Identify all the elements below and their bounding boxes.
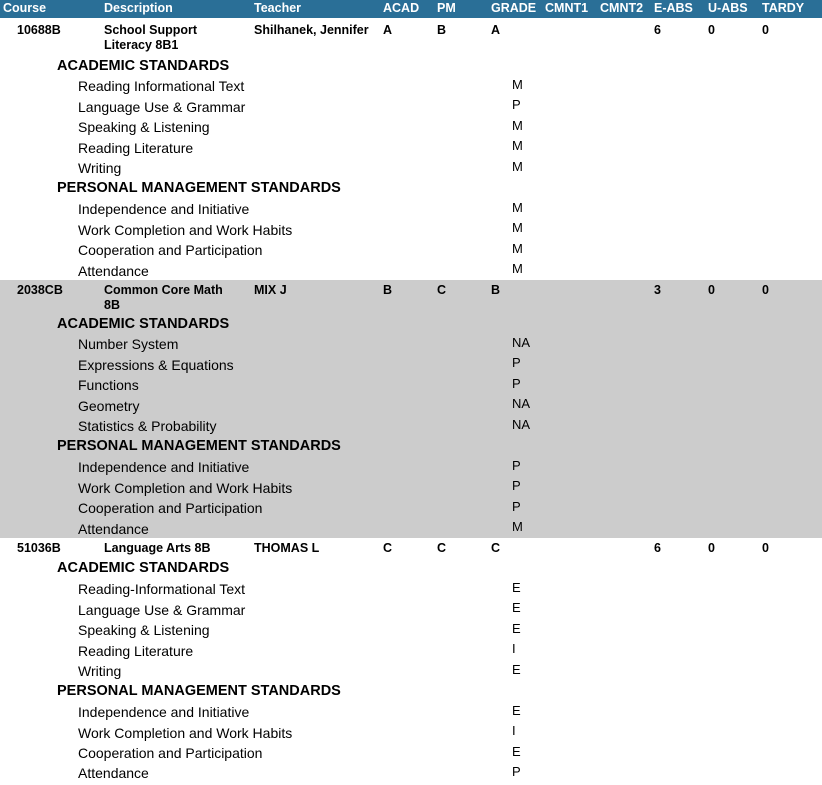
course-pm: C [437,283,447,297]
standard-mark: P [512,499,521,514]
course-acad: A [383,23,393,37]
standard-name: Expressions & Equations [78,357,234,373]
standard-name: Reading-Informational Text [78,581,246,597]
standard-name: Work Completion and Work Habits [78,222,293,238]
standard-mark: M [512,261,523,276]
course-tardy: 0 [762,283,769,297]
header-cmnt1: CMNT1 [545,1,589,15]
standard-mark: M [512,220,523,235]
header-acad: ACAD [383,1,420,15]
standard-mark: P [512,478,521,493]
academic-standards-heading: ACADEMIC STANDARDS [57,560,230,576]
standard-mark: E [512,744,521,759]
course-code: 10688B [17,23,61,37]
standard-name: Speaking & Listening [78,119,210,135]
course-description: Language Arts 8B [104,541,211,555]
personal-management-heading: PERSONAL MANAGEMENT STANDARDS [57,683,341,699]
course-code: 2038CB [17,283,63,297]
standard-name: Statistics & Probability [78,418,217,434]
standard-mark: I [512,723,516,738]
standard-name: Writing [78,160,122,176]
course-grade: A [491,23,501,37]
standard-mark: P [512,764,521,779]
standard-mark: NA [512,335,531,350]
standard-name: Writing [78,663,122,679]
standard-name: Language Use & Grammar [78,99,246,115]
course-grade: B [491,283,501,297]
standard-name: Independence and Initiative [78,704,250,720]
standard-mark: E [512,621,521,636]
header-course: Course [3,1,47,15]
standard-name: Cooperation and Participation [78,745,263,761]
standard-name: Geometry [78,398,140,414]
standard-name: Attendance [78,263,149,279]
standard-name: Functions [78,377,139,393]
header-description: Description [104,1,173,15]
course-pm: B [437,23,447,37]
standard-name: Reading Literature [78,140,194,156]
course-block [0,538,822,784]
course-teacher: Shilhanek, Jennifer [254,23,369,37]
course-eabs: 3 [654,283,661,297]
standard-name: Cooperation and Participation [78,242,263,258]
standard-mark: I [512,641,516,656]
standard-mark: M [512,519,523,534]
standard-name: Attendance [78,765,149,781]
standard-name: Independence and Initiative [78,201,250,217]
standard-mark: E [512,662,521,677]
course-teacher: THOMAS L [254,541,320,555]
table-header [0,0,822,18]
course-acad: C [383,541,393,555]
course-eabs: 6 [654,23,661,37]
course-tardy: 0 [762,541,769,555]
course-description: School Support Literacy 8B1 [104,23,198,52]
standard-name: Work Completion and Work Habits [78,480,293,496]
course-uabs: 0 [708,541,715,555]
course-code: 51036B [17,541,61,555]
course-uabs: 0 [708,283,715,297]
standard-mark: M [512,200,523,215]
standard-name: Independence and Initiative [78,459,250,475]
standard-name: Reading Informational Text [78,78,245,94]
header-teacher: Teacher [254,1,302,15]
course-tardy: 0 [762,23,769,37]
course-eabs: 6 [654,541,661,555]
course-acad: B [383,283,393,297]
header-uabs: U-ABS [708,1,748,15]
standard-mark: M [512,118,523,133]
course-teacher: MIX J [254,283,287,297]
personal-management-heading: PERSONAL MANAGEMENT STANDARDS [57,180,341,196]
standard-mark: E [512,580,521,595]
academic-standards-heading: ACADEMIC STANDARDS [57,58,230,74]
standard-mark: E [512,600,521,615]
academic-standards-heading: ACADEMIC STANDARDS [57,316,230,332]
standard-mark: P [512,97,521,112]
standard-name: Language Use & Grammar [78,602,246,618]
standard-name: Attendance [78,521,149,537]
personal-management-heading: PERSONAL MANAGEMENT STANDARDS [57,438,341,454]
standard-mark: NA [512,396,531,411]
standard-mark: M [512,77,523,92]
standard-mark: P [512,376,521,391]
header-grade: GRADE [491,1,537,15]
header-eabs: E-ABS [654,1,693,15]
course-description: Common Core Math 8B [104,283,223,312]
standard-name: Reading Literature [78,643,194,659]
standard-name: Speaking & Listening [78,622,210,638]
standard-mark: P [512,355,521,370]
standard-mark: M [512,138,523,153]
standard-name: Number System [78,336,179,352]
header-tardy: TARDY [762,1,805,15]
standard-name: Work Completion and Work Habits [78,725,293,741]
standard-mark: M [512,159,523,174]
course-block [0,280,822,538]
standard-mark: NA [512,417,531,432]
standard-mark: M [512,241,523,256]
header-pm: PM [437,1,456,15]
header-cmnt2: CMNT2 [600,1,644,15]
course-uabs: 0 [708,23,715,37]
standard-mark: P [512,458,521,473]
standard-name: Cooperation and Participation [78,500,263,516]
course-grade: C [491,541,501,555]
course-pm: C [437,541,447,555]
standard-mark: E [512,703,521,718]
course-block [0,20,822,280]
